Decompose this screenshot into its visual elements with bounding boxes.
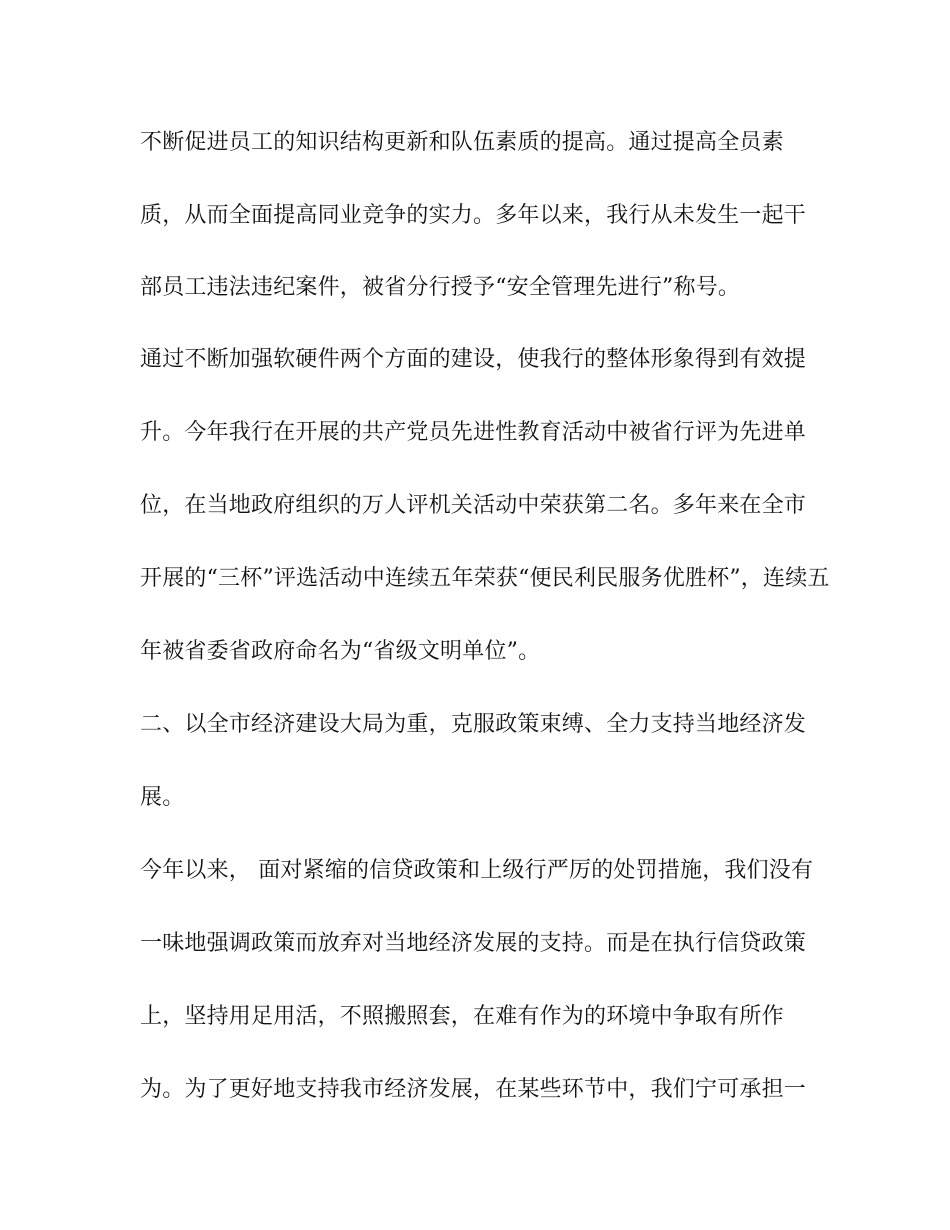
text-line: 位，在当地政府组织的万人评机关活动中荣获第二名。多年来在全市 — [140, 493, 807, 518]
text-line: 开展的“三杯”评选活动中连续五年荣获“便民利民服务优胜杯”，连续五 — [140, 566, 830, 591]
text-line: 通过不断加强软硬件两个方面的建设，使我行的整体形象得到有效提 — [140, 347, 807, 372]
text-line: 上，坚持用足用活，不照搬照套，在难有作为的环境中争取有所作 — [140, 1004, 784, 1029]
section-heading: 二、以全市经济建设大局为重，克服政策束缚、全力支持当地经济发 — [140, 712, 807, 737]
section-heading: 展。 — [140, 785, 185, 810]
text-line: 一味地强调政策而放弃对当地经济发展的支持。而是在执行信贷政策 — [140, 931, 807, 956]
text-line: 今年以来， 面对紧缩的信贷政策和上级行严厉的处罚措施，我们没有 — [140, 858, 814, 883]
text-line: 为。为了更好地支持我市经济发展，在某些环节中，我们宁可承担一 — [140, 1077, 807, 1102]
text-line: 不断促进员工的知识结构更新和队伍素质的提高。通过提高全员素 — [140, 130, 784, 155]
text-line: 年被省委省政府命名为“省级文明单位”。 — [140, 639, 541, 664]
text-line: 质，从而全面提高同业竞争的实力。多年以来，我行从未发生一起干 — [140, 203, 807, 228]
text-line: 升。今年我行在开展的共产党员先进性教育活动中被省行评为先进单 — [140, 420, 807, 445]
text-line: 部员工违法违纪案件，被省分行授予“安全管理先进行”称号。 — [140, 275, 741, 300]
